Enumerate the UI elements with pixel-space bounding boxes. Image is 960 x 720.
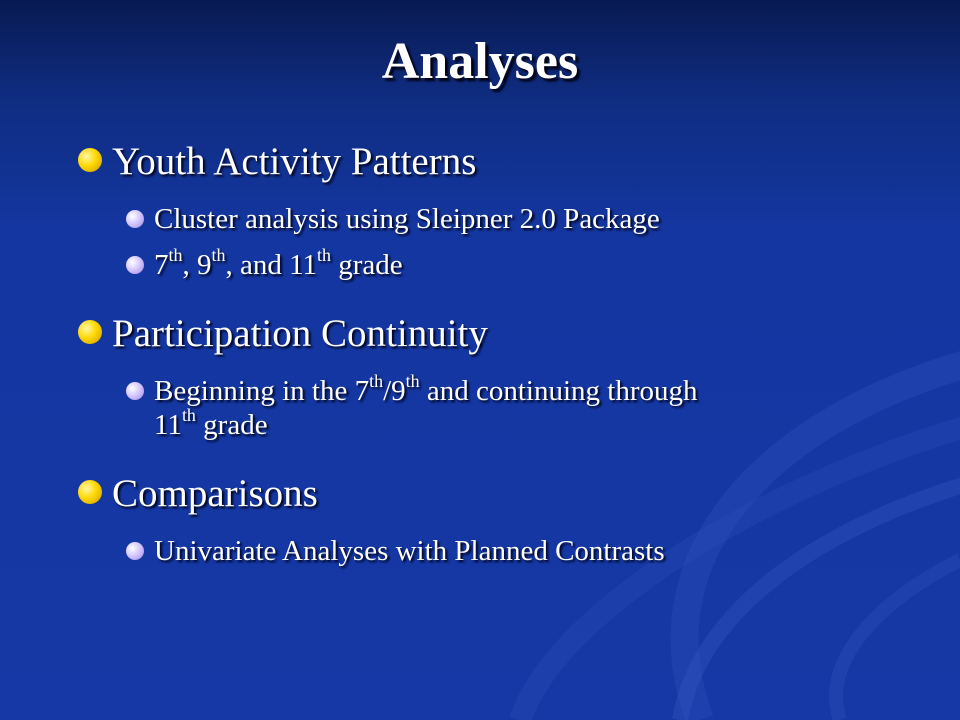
sub-bullet-cluster-analysis bbox=[78, 202, 878, 236]
text-mid: and continuing through bbox=[419, 375, 698, 407]
lavender-bullet-icon bbox=[126, 382, 144, 400]
sub-bullet-text: Cluster analysis using Sleipner 2.0 Package bbox=[154, 203, 660, 235]
lavender-bullet-icon bbox=[126, 542, 144, 560]
grade-9: 9 bbox=[196, 249, 212, 281]
slide-title: Analyses bbox=[381, 33, 579, 90]
ordinal-suffix: th bbox=[211, 244, 226, 265]
sub-bullet-text: Univariate Analyses with Planned Contrasts bbox=[154, 535, 665, 567]
ordinal-suffix: th bbox=[369, 370, 384, 391]
section-heading: Participation Continuity bbox=[112, 312, 488, 355]
lavender-bullet-icon bbox=[126, 210, 144, 228]
lavender-bullet-icon bbox=[126, 256, 144, 274]
gold-bullet-icon bbox=[78, 480, 102, 504]
grade-11: 11 bbox=[289, 249, 318, 281]
slash: / bbox=[383, 375, 392, 407]
section-youth-activity-patterns bbox=[78, 138, 878, 186]
grade-11: 11 bbox=[154, 409, 182, 441]
section-participation-continuity bbox=[78, 310, 878, 358]
section-heading: Youth Activity Patterns bbox=[112, 140, 477, 183]
ordinal-suffix: th bbox=[317, 244, 332, 265]
sub-bullet-univariate bbox=[78, 534, 878, 568]
gold-bullet-icon bbox=[78, 148, 102, 172]
ordinal-suffix: th bbox=[405, 370, 420, 391]
text-pre: Beginning in the bbox=[154, 375, 355, 407]
grade-word: grade bbox=[331, 249, 403, 281]
grade-9: 9 bbox=[391, 375, 406, 407]
bullet-list bbox=[78, 138, 878, 568]
gold-bullet-icon bbox=[78, 320, 102, 344]
section-heading: Comparisons bbox=[112, 472, 318, 515]
grade-word: grade bbox=[195, 409, 268, 441]
grade-7: 7 bbox=[354, 375, 370, 407]
grade-7: 7 bbox=[154, 249, 169, 281]
section-comparisons bbox=[78, 470, 878, 518]
swoosh-arc-4 bbox=[836, 560, 960, 720]
ordinal-suffix: th bbox=[168, 244, 183, 265]
separator: , bbox=[182, 249, 197, 281]
ordinal-suffix: th bbox=[181, 404, 196, 425]
sub-bullet-grades bbox=[78, 244, 878, 282]
separator: , and bbox=[225, 249, 290, 281]
sub-bullet-continuity bbox=[78, 370, 878, 442]
